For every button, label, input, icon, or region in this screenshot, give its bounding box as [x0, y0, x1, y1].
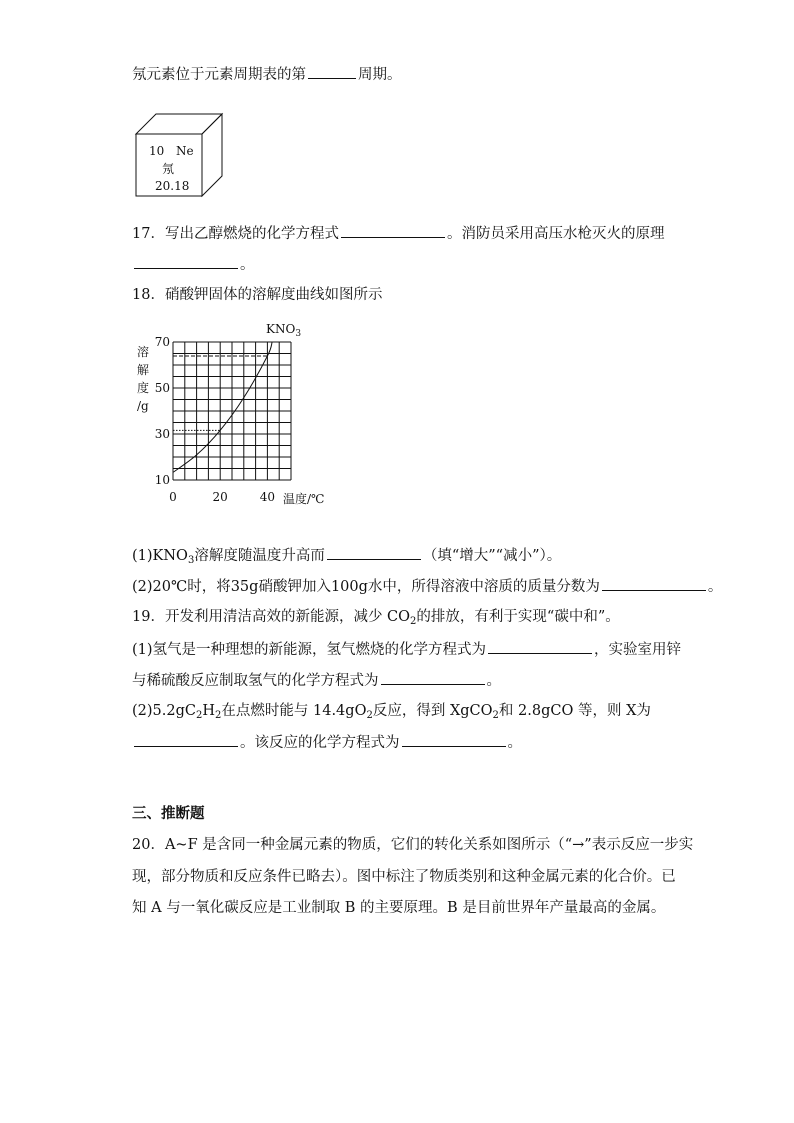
q19-intro [132, 607, 620, 627]
y-axis-label-char: 溶 [137, 345, 150, 359]
element-name: 氖 [162, 162, 175, 176]
q19-intro-b: 的排放，有利于实现“碳中和”。 [416, 609, 620, 625]
y-axis-label [137, 344, 149, 413]
q19-p1-c: 与稀硫酸反应制取氢气的化学方程式为 [132, 673, 379, 689]
card-top-face [136, 114, 222, 134]
q18-p1-sub: 3 [187, 555, 195, 566]
q16-text: 氖元素位于元素周期表的第 [132, 67, 306, 83]
q18-p1-b: 溶解度随温度升高而 [194, 548, 325, 564]
series-label-kno3: $KNO_3$ [266, 322, 302, 339]
q18-p1-a: (1)KNO [132, 548, 188, 564]
q19-p2-sub1: 2 [195, 710, 203, 721]
answer-blank[interactable] [602, 576, 706, 591]
q19-p2-a: (2)5.2gC [132, 703, 196, 719]
q17-text: 17．写出乙醇燃烧的化学方程式 [132, 226, 339, 242]
q17-line-1 [132, 223, 664, 244]
q20-line-2: 现，部分物质和反应条件已略去）。图中标注了物质类别和这种金属元素的化合价。已 [132, 869, 676, 885]
x-tick-label: 20 [212, 490, 228, 504]
x-tick-label: 40 [259, 490, 276, 504]
q18-p2-a: (2)20℃时，将35g硝酸钾加入100g水中，所得溶液中溶质的质量分数为 [132, 579, 600, 595]
q18-intro [132, 285, 382, 305]
element-card-figure [132, 110, 228, 198]
y-axis-label-char: 解 [137, 363, 150, 377]
y-axis-label-char: 度 [137, 381, 150, 395]
answer-blank[interactable] [327, 545, 421, 560]
answer-blank[interactable] [134, 732, 238, 747]
q19-p1-a: (1)氢气是一种理想的新能源，氢气燃烧的化学方程式为 [132, 642, 487, 658]
card-side-face [202, 114, 222, 196]
q18-intro-text: 18．硝酸钾固体的溶解度曲线如图所示 [132, 287, 383, 303]
y-tick-label: 50 [154, 381, 170, 395]
q19-p1-b: ，实验室用锌 [594, 642, 682, 658]
section-heading: 三、推断题 [132, 806, 205, 822]
q16-after: 周期。 [358, 67, 402, 83]
q19-p2-f: 。该反应的化学方程式为 [240, 735, 400, 751]
answer-blank[interactable] [381, 670, 485, 685]
q19-intro-sub: 2 [410, 616, 417, 627]
q19-p2-b: H [202, 703, 216, 719]
q17-middle: 。消防员采用高压水枪灭火的原理 [446, 226, 665, 242]
y-axis-label-char: /g [137, 399, 149, 413]
answer-blank[interactable] [341, 223, 445, 238]
q20-line-3: 知 A 与一氧化碳反应是工业制取 B 的主要原理。B 是目前世界年产量最高的金属。 [132, 900, 666, 916]
q18-p1-c: （填“增大”“减小”）。 [422, 548, 562, 564]
q19-p2-e: 和 2.8gCO 等，则 X为 [498, 703, 651, 719]
q20-line-1: 20．A~F 是含同一种金属元素的物质，它们的转化关系如图所示（“→”表示反应一步实 [132, 837, 694, 853]
q19-intro-a: 19．开发利用清洁高效的新能源，减少 CO [132, 609, 411, 625]
element-mass: 20.18 [155, 179, 190, 193]
q19-p2-sub3: 2 [366, 710, 373, 721]
answer-blank[interactable] [402, 732, 506, 747]
x-tick-label: 0 [169, 490, 177, 504]
q19-part1-line2 [132, 670, 501, 691]
answer-blank[interactable] [488, 639, 592, 654]
q19-part2-line2 [132, 732, 522, 753]
q19-p2-sub4: 2 [492, 710, 499, 721]
y-tick-label: 10 [154, 473, 170, 487]
q17-line-2 [132, 254, 255, 275]
q18-p2-b: 。 [707, 579, 723, 595]
q19-p2-c: 在点燃时能与 14.4gO [221, 703, 367, 719]
q19-p2-sub2: 2 [215, 710, 222, 721]
q19-p2-g: 。 [507, 735, 522, 751]
q19-part1-line1 [132, 639, 681, 660]
q19-p2-d: 反应，得到 XgCO [372, 703, 493, 719]
y-tick-label: 30 [154, 427, 170, 441]
q16-line [132, 64, 402, 85]
q19-p1-d: 。 [486, 673, 501, 689]
answer-blank[interactable] [134, 254, 238, 269]
element-symbol: Ne [176, 144, 194, 158]
q17-end: 。 [240, 257, 255, 273]
q18-part1 [132, 545, 561, 566]
answer-blank[interactable] [308, 64, 356, 79]
q18-part2 [132, 576, 722, 597]
y-tick-label: 70 [154, 335, 170, 349]
q19-part2-line1 [132, 701, 651, 721]
solubility-chart [130, 318, 350, 528]
element-number: 10 [149, 144, 165, 158]
kno3-curve [173, 342, 272, 472]
x-axis-label: 温度/℃ [283, 492, 325, 506]
